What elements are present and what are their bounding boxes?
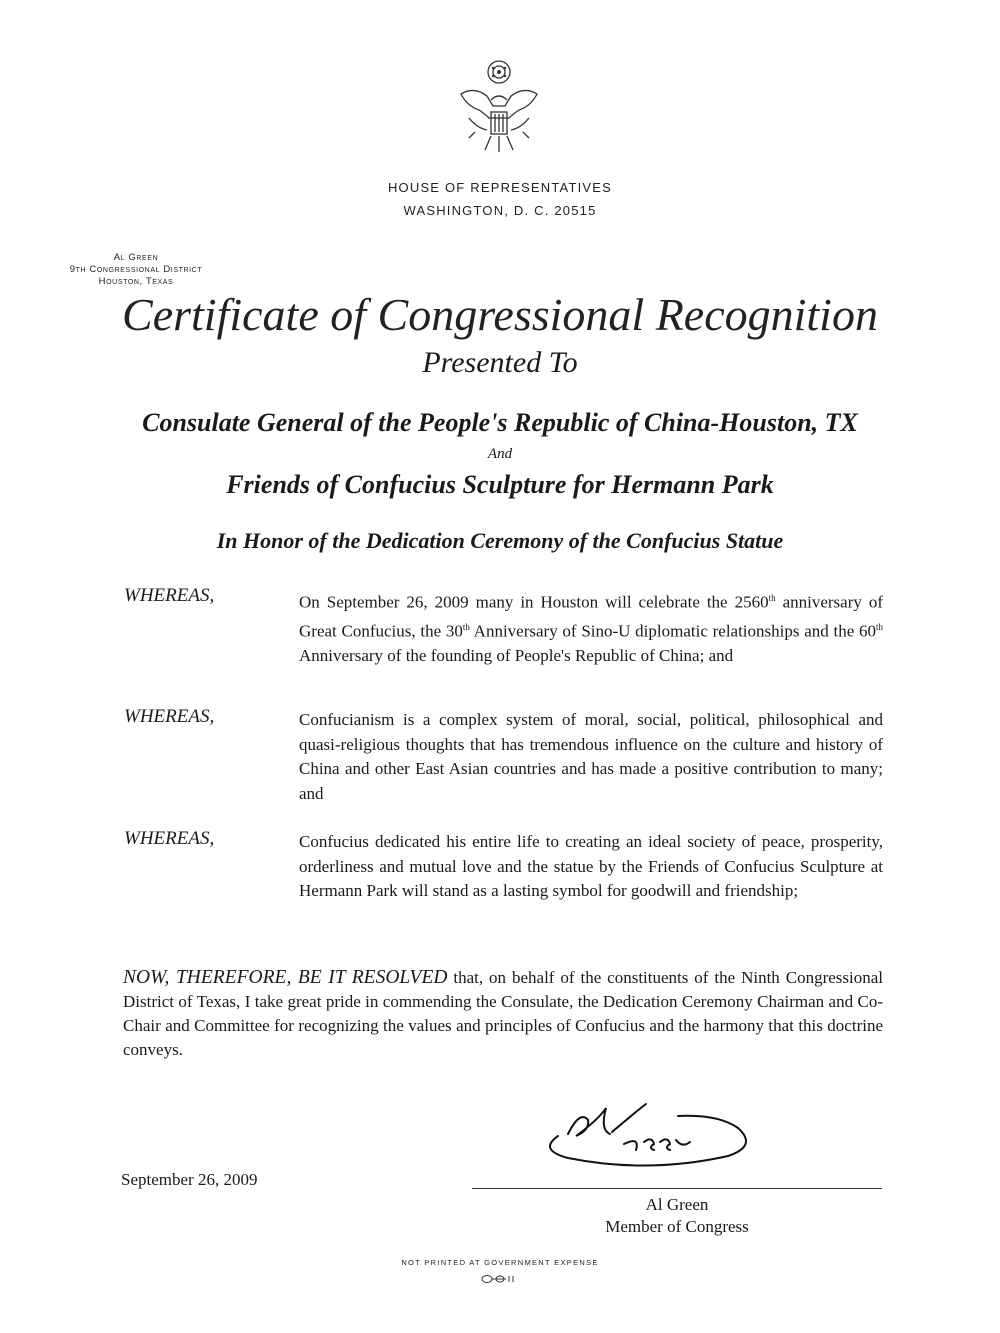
footer-note: NOT PRINTED AT GOVERNMENT EXPENSE	[401, 1258, 599, 1267]
and-connector: And	[487, 446, 513, 462]
letterhead	[0, 176, 1000, 222]
whereas-text-3: Confucius dedicated his entire life to creating an ideal society of peace, prosperity, orderliness and mutual love and the statue by the Friends of Confucius Sculpture at Hermann Park will stand as a lasting symbol for goodwill and friendship;	[299, 832, 883, 900]
whereas-label-1: WHEREAS,	[124, 585, 215, 606]
resolved-text: that, on behalf of the constituents of the Ninth Congressional District of Texas, I take great pride in commending the Consulate, the Dedication Ceremony Chairman and Co-Chair and Committee for recognizing the values and principles of Confucius and the harmony that this doctrine conveys.	[123, 968, 883, 1059]
union-bug-icon	[479, 1274, 521, 1284]
resolved-paragraph	[123, 966, 883, 1062]
letterhead-line2: WASHINGTON, D. C. 20515	[403, 203, 597, 218]
handwritten-signature	[528, 1090, 768, 1170]
whereas-text-2: Confucianism is a complex system of moral, social, political, philosophical and quasi-religious thoughts that has tremendous influence on the culture and history of China and other East Asian countries and has made a positive contribution to many; and	[299, 710, 883, 803]
whereas-label-3: WHEREAS,	[124, 828, 215, 849]
whereas-label-2: WHEREAS,	[124, 706, 215, 727]
recipient-1: Consulate General of the People's Republic of China-Houston, TX	[142, 408, 858, 437]
member-city: Houston, Texas	[98, 276, 174, 287]
certificate-title: Certificate of Congressional Recognition	[122, 289, 878, 340]
presented-to: Presented To	[422, 346, 578, 379]
great-seal-icon	[449, 56, 549, 166]
resolved-lead: NOW, THEREFORE, BE IT RESOLVED	[123, 967, 448, 988]
signer-title: Member of Congress	[605, 1217, 749, 1236]
signer-name: Al Green	[645, 1195, 709, 1214]
member-name: Al Green	[113, 252, 159, 263]
honor-line: In Honor of the Dedication Ceremony of the Confucius Statue	[216, 528, 784, 553]
whereas-text-1: On September 26, 2009 many in Houston will celebrate the 2560th anniversary of Great Confucius, the 30th Anniversary of Sino-U diplomatic relationships and the 60th Anniversary of the founding of People's Republic of China; and	[299, 592, 884, 666]
member-block	[36, 252, 236, 288]
letterhead-line1: HOUSE OF REPRESENTATIVES	[387, 180, 613, 195]
certificate-date: September 26, 2009	[121, 1170, 258, 1189]
recipient-2: Friends of Confucius Sculpture for Hermann Park	[226, 470, 774, 499]
signature-block	[472, 1194, 882, 1238]
member-district: 9th Congressional District	[69, 264, 203, 275]
signature-line	[472, 1188, 882, 1189]
